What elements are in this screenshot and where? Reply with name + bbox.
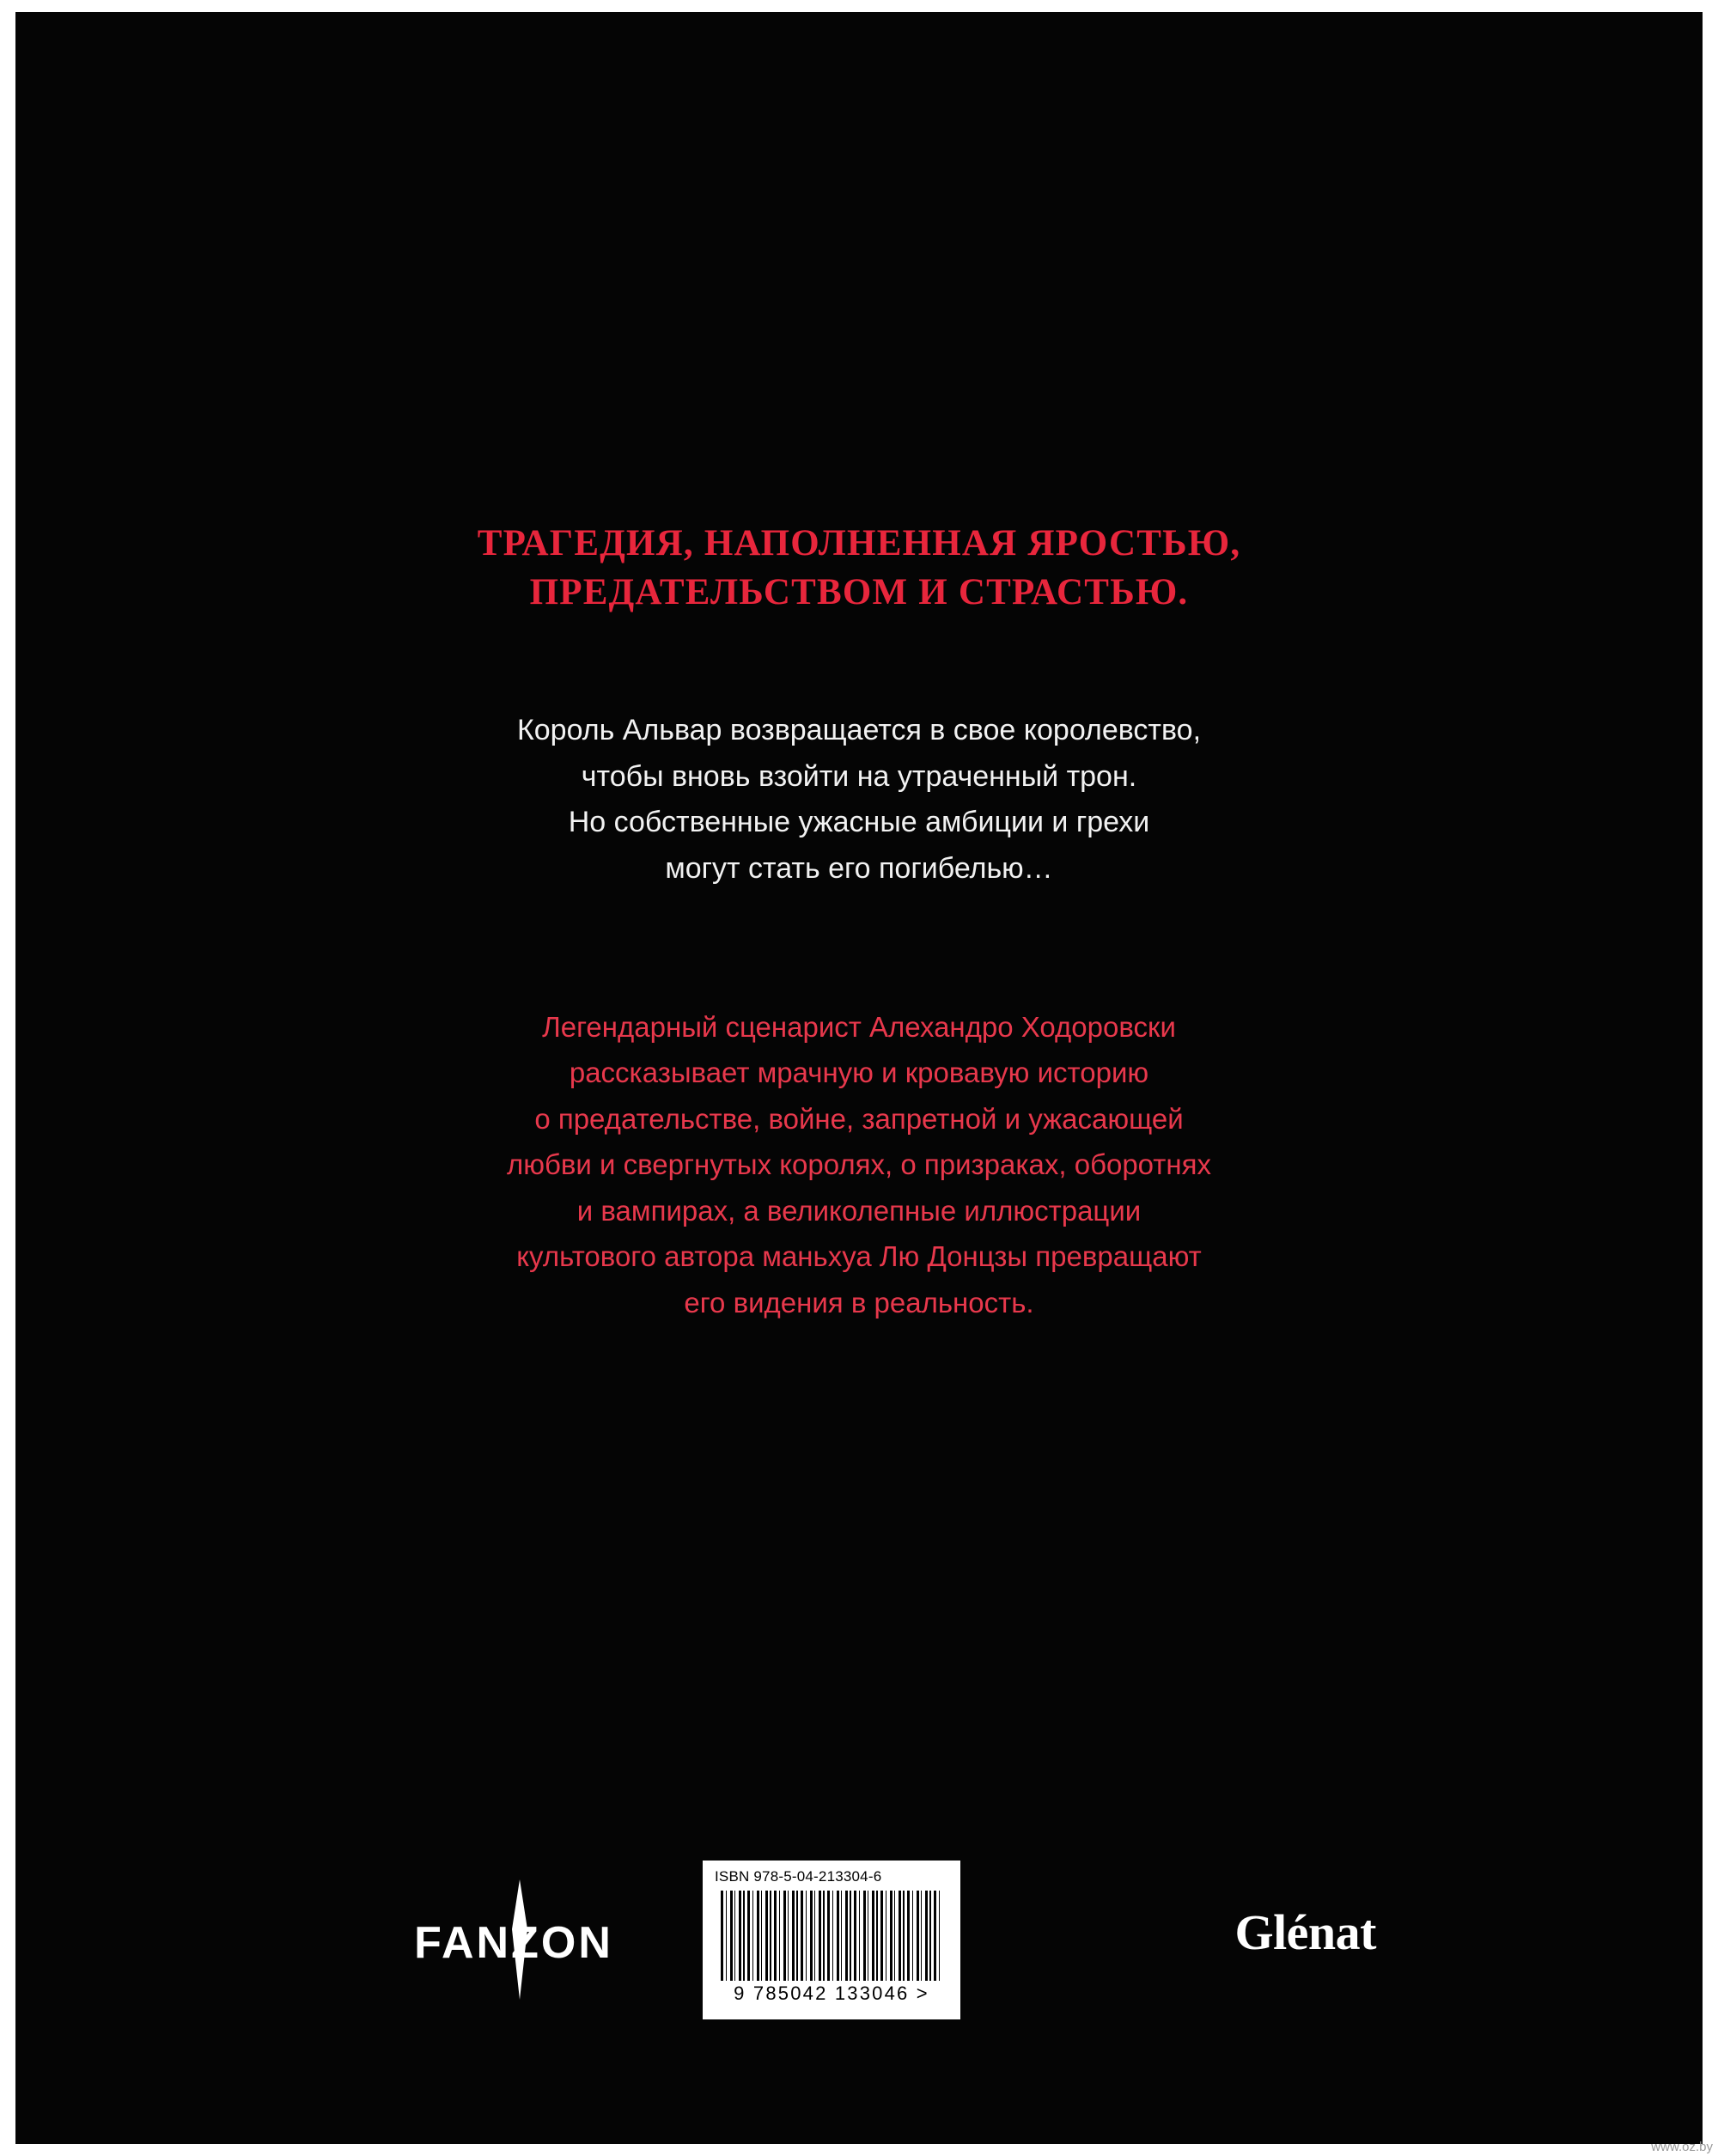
barcode-icon (721, 1891, 942, 1981)
headline-line-1: ТРАГЕДИЯ, НАПОЛНЕННАЯ ЯРОСТЬЮ, (477, 523, 1241, 563)
isbn-label: ISBN 978-5-04-213304-6 (715, 1868, 882, 1885)
blurb-line-5: и вампирах, а великолепные иллюстрации (576, 1194, 1142, 1227)
blurb-line-4: любви и свергнутых королях, о призраках, оборотнях (506, 1148, 1212, 1181)
synopsis-line-1: Король Альвар возвращается в свое королевство, (516, 714, 1202, 746)
licensor-logo-glenat: Glénat (1234, 1904, 1376, 1960)
synopsis-line-3: Но собственные ужасные амбиции и грехи (568, 806, 1150, 839)
cover-footer (15, 1854, 1703, 2043)
book-back-cover (15, 12, 1703, 2144)
cover-synopsis (15, 708, 1703, 892)
synopsis-line-2: чтобы вновь взойти на утраченный трон. (581, 759, 1137, 793)
publisher-logo-fanzon (385, 1898, 643, 2001)
headline-line-2: ПРЕДАТЕЛЬСТВОМ И СТРАСТЬЮ. (529, 572, 1189, 613)
site-watermark: www.oz.by (1651, 2140, 1713, 2154)
cover-headline (15, 519, 1703, 617)
isbn-barcode-block (703, 1861, 960, 2019)
blurb-line-3: о предательстве, войне, запретной и ужасающей (534, 1102, 1184, 1135)
publisher-logo-text: FANZON (414, 1918, 613, 1968)
blurb-line-1: Легендарный сценарист Алехандро Ходоровски (542, 1011, 1176, 1043)
blurb-line-6: культового автора маньхуа Лю Донцзы превращают (516, 1240, 1202, 1273)
blurb-line-7: его видения в реальность. (684, 1286, 1034, 1319)
cover-blurb (15, 1004, 1703, 1325)
synopsis-line-4: могут стать его погибелью… (665, 852, 1053, 886)
blurb-line-2: рассказывает мрачную и кровавую историю (569, 1057, 1149, 1089)
barcode-digits: 9 785042 133046 > (734, 1982, 929, 2004)
